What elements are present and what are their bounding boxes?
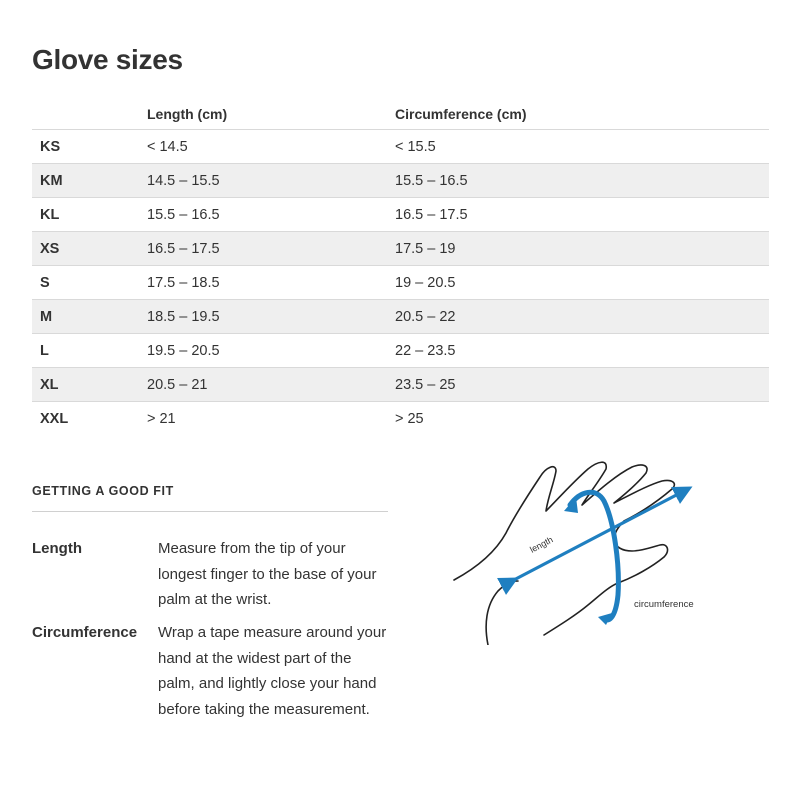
circumference-cell: 23.5 – 25 (395, 368, 769, 402)
length-cell: 14.5 – 15.5 (147, 164, 395, 198)
table-row (32, 368, 769, 402)
length-cell: 19.5 – 20.5 (147, 334, 395, 368)
circumference-cell: < 15.5 (395, 130, 769, 164)
hand-measurement-illustration (448, 455, 708, 645)
size-cell: M (32, 300, 147, 334)
table-row (32, 402, 769, 436)
size-cell: XXL (40, 410, 69, 427)
length-cell: 20.5 – 21 (147, 368, 395, 402)
header-circumference: Circumference (cm) (395, 98, 769, 130)
size-cell: S (32, 266, 147, 300)
size-table (32, 98, 769, 435)
size-cell: KL (32, 198, 147, 232)
circumference-cell: 15.5 – 16.5 (395, 164, 769, 198)
circumference-cell: > 25 (395, 410, 424, 427)
table-row (32, 164, 769, 198)
table-row (32, 334, 769, 368)
circumference-cell: 20.5 – 22 (395, 300, 769, 334)
circumference-label: circumference (634, 599, 694, 610)
table-row (32, 300, 769, 334)
size-cell: XL (32, 368, 147, 402)
size-cell: L (32, 334, 147, 368)
circumference-cell: 22 – 23.5 (395, 334, 769, 368)
size-cell: XS (32, 232, 147, 266)
circumference-cell: 19 – 20.5 (395, 266, 769, 300)
table-row (32, 232, 769, 266)
length-cell: > 21 (147, 410, 176, 427)
table-row (32, 266, 769, 300)
circumference-arrow-top (564, 497, 578, 513)
fit-divider (32, 511, 388, 512)
length-cell: 17.5 – 18.5 (147, 266, 395, 300)
fit-item-length (32, 536, 392, 613)
fit-term: Length (32, 540, 82, 557)
page-title: Glove sizes (32, 44, 183, 75)
fit-description: Measure from the tip of your longest finger to the base of your palm at the wrist. (158, 540, 377, 608)
circumference-cell: 16.5 – 17.5 (395, 198, 769, 232)
length-cell: < 14.5 (147, 130, 395, 164)
length-arrow (510, 491, 684, 582)
fit-term: Circumference (32, 624, 138, 641)
circumference-cell: 17.5 – 19 (395, 232, 769, 266)
length-cell: 16.5 – 17.5 (147, 232, 395, 266)
table-row (32, 130, 769, 164)
size-cell: KS (32, 130, 147, 164)
header-size (32, 98, 147, 130)
fit-heading: GETTING A GOOD FIT (32, 484, 174, 498)
fit-description: Wrap a tape measure around your hand at the widest part of the palm, and lightly close your hand before taking the measurement. (158, 624, 387, 718)
table-row (32, 198, 769, 232)
length-label: length (528, 534, 555, 555)
fit-item-circumference (32, 620, 392, 722)
length-cell: 15.5 – 16.5 (147, 198, 395, 232)
header-length: Length (cm) (147, 98, 395, 130)
length-cell: 18.5 – 19.5 (147, 300, 395, 334)
size-cell: KM (32, 164, 147, 198)
table-header-row (32, 98, 769, 130)
